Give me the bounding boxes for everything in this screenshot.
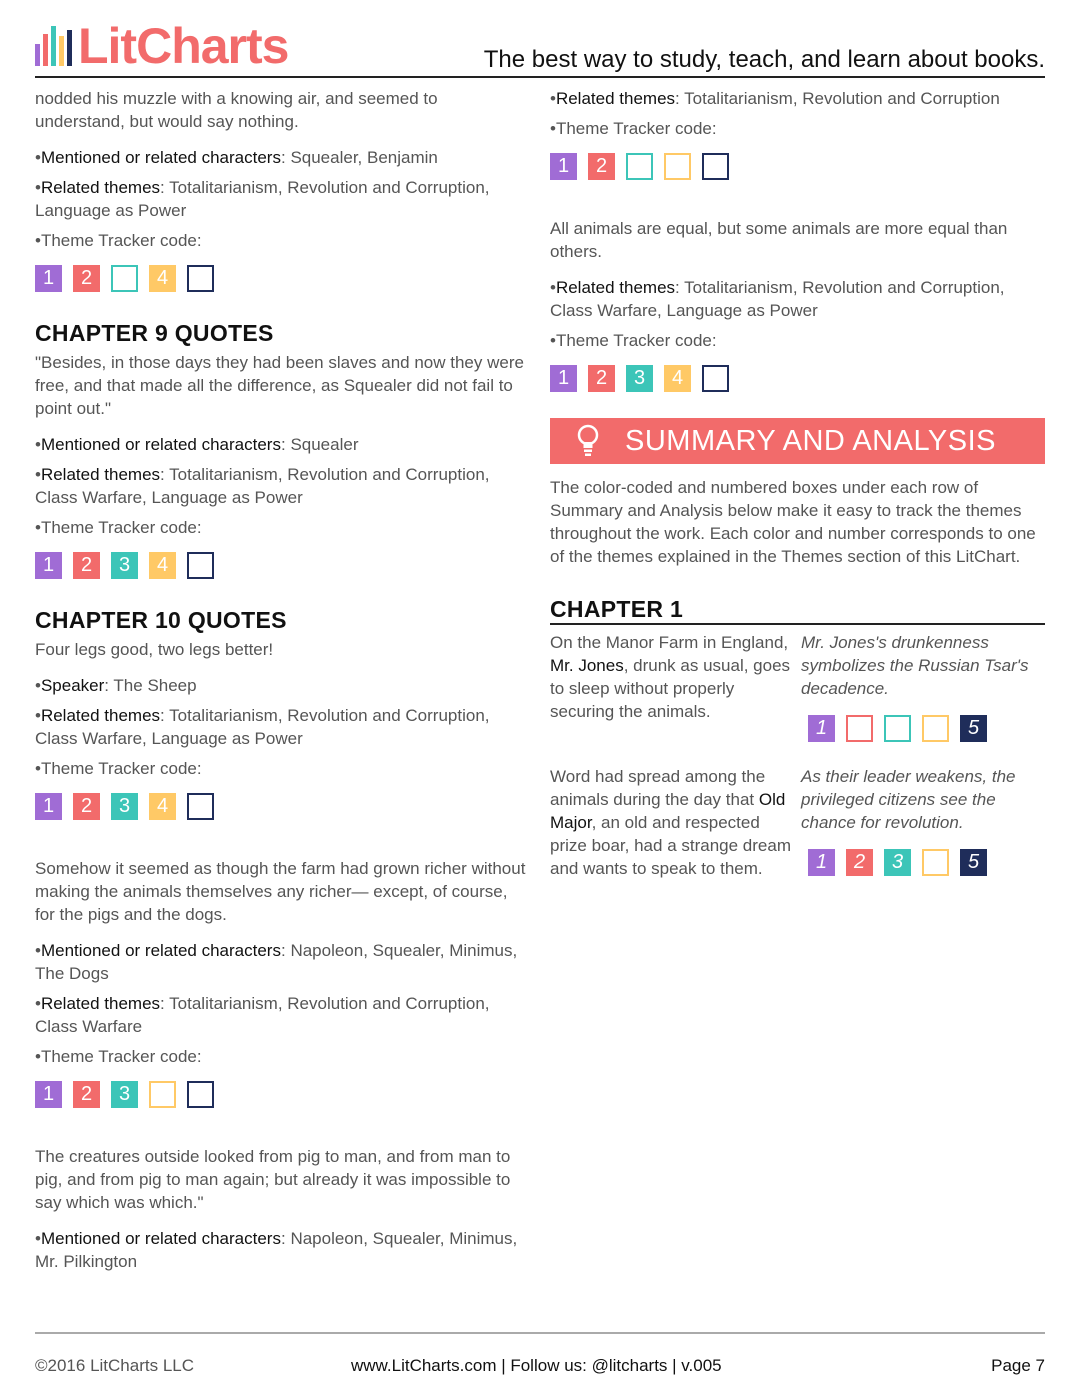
summary-analysis-title: SUMMARY AND ANALYSIS (625, 424, 997, 457)
tracker-label: •Theme Tracker code: (550, 331, 717, 350)
summary-row (550, 765, 1045, 880)
theme-box-3 (884, 715, 911, 742)
summary-text: On the Manor Farm in England, Mr. Jones, drunk as usual, goes to sleep without properly securing the animals. (550, 633, 791, 721)
quote-text: Somehow it seemed as though the farm had grown richer without making the animals themselves any richer— except, of course, for the pigs and the dogs. (35, 859, 526, 924)
theme-box-3: 3 (111, 1081, 138, 1108)
quote-text: Four legs good, two legs better! (35, 640, 274, 659)
theme-box-1: 1 (550, 153, 577, 180)
tracker-label: •Theme Tracker code: (550, 119, 717, 138)
summary-intro: The color-coded and numbered boxes under each row of Summary and Analysis below make it easy to track the themes throughout the work. Each color and number corresponds to one of the themes explained in the Themes section of this LitChart. (550, 478, 1036, 566)
themes-line: •Related themes: Totalitarianism, Revolution and Corruption, Class Warfare, Language as Power (35, 706, 490, 748)
lightbulb-icon (550, 424, 625, 458)
theme-box-2: 2 (73, 265, 100, 292)
chapter-1-heading: CHAPTER 1 (550, 595, 1045, 625)
quote-text: All animals are equal, but some animals are more equal than others. (550, 219, 1008, 261)
theme-tracker (35, 552, 530, 579)
themes-line: •Related themes: Totalitarianism, Revolution and Corruption, Class Warfare, Language as Power (35, 465, 490, 507)
left-column (35, 87, 530, 1273)
theme-box-1: 1 (35, 552, 62, 579)
themes-line: •Related themes: Totalitarianism, Revolution and Corruption, Class Warfare, Language as Power (550, 278, 1005, 320)
characters-line: •Mentioned or related characters: Napoleon, Squealer, Minimus, Mr. Pilkington (35, 1229, 518, 1271)
themes-line: •Related themes: Totalitarianism, Revolution and Corruption, Language as Power (35, 178, 490, 220)
theme-box-4 (922, 715, 949, 742)
theme-box-4 (149, 1081, 176, 1108)
summary-analysis-banner (550, 418, 1045, 464)
theme-box-2: 2 (588, 153, 615, 180)
quote-text: "Besides, in those days they had been slaves and now they were free, and that made all the difference, as Squealer did not fail to point out." (35, 353, 524, 418)
theme-box-2: 2 (846, 849, 873, 876)
summary-row (550, 631, 1045, 742)
theme-box-1: 1 (808, 849, 835, 876)
theme-tracker (35, 793, 530, 820)
theme-box-1: 1 (35, 1081, 62, 1108)
theme-box-3: 3 (111, 793, 138, 820)
tracker-label: •Theme Tracker code: (35, 759, 202, 778)
theme-box-5 (702, 153, 729, 180)
theme-box-4: 4 (149, 552, 176, 579)
theme-box-5 (187, 552, 214, 579)
theme-box-3: 3 (884, 849, 911, 876)
tagline: The best way to study, teach, and learn about books. (483, 46, 1045, 73)
theme-tracker (550, 153, 1045, 180)
theme-box-3 (111, 265, 138, 292)
theme-box-5 (187, 265, 214, 292)
theme-box-3 (626, 153, 653, 180)
themes-line: •Related themes: Totalitarianism, Revolution and Corruption (550, 89, 1000, 108)
theme-box-5 (187, 793, 214, 820)
right-column (550, 87, 1045, 880)
analysis-text: Mr. Jones's drunkenness symbolizes the Russian Tsar's decadence. (801, 633, 1029, 698)
page-number: Page 7 (991, 1356, 1045, 1375)
theme-box-2: 2 (588, 365, 615, 392)
litcharts-logo[interactable] (35, 20, 288, 72)
analysis-cell (801, 765, 1045, 880)
tracker-label: •Theme Tracker code: (35, 231, 202, 250)
theme-box-4 (664, 153, 691, 180)
chapter-10-heading: CHAPTER 10 QUOTES (35, 607, 287, 633)
page-footer (35, 1332, 1045, 1384)
bars-logo-icon (35, 22, 72, 66)
analysis-cell (801, 631, 1045, 742)
theme-box-1: 1 (550, 365, 577, 392)
theme-box-4: 4 (149, 793, 176, 820)
theme-tracker (808, 849, 1045, 876)
characters-line: •Mentioned or related characters: Squealer (35, 435, 359, 454)
copyright: ©2016 LitCharts LLC (35, 1356, 195, 1375)
theme-box-3: 3 (111, 552, 138, 579)
theme-box-5: 5 (960, 849, 987, 876)
tracker-label: •Theme Tracker code: (35, 1047, 202, 1066)
theme-tracker (808, 715, 1045, 742)
theme-tracker (550, 365, 1045, 392)
theme-tracker (35, 1081, 530, 1108)
themes-line: •Related themes: Totalitarianism, Revolution and Corruption, Class Warfare (35, 994, 490, 1036)
page-header (35, 14, 1045, 78)
characters-line: •Mentioned or related characters: Napoleon, Squealer, Minimus, The Dogs (35, 941, 518, 983)
theme-box-5 (187, 1081, 214, 1108)
tracker-label: •Theme Tracker code: (35, 518, 202, 537)
chapter-9-heading: CHAPTER 9 QUOTES (35, 320, 274, 346)
quote-text: The creatures outside looked from pig to man, and from man to pig, and from pig to man again; but already it was impossible to say which was which." (35, 1147, 511, 1212)
theme-box-1: 1 (808, 715, 835, 742)
theme-box-2: 2 (73, 793, 100, 820)
theme-box-4 (922, 849, 949, 876)
theme-box-5 (702, 365, 729, 392)
footer-links[interactable]: www.LitCharts.com | Follow us: @litcharts | v.005 (351, 1356, 722, 1375)
summary-text: Word had spread among the animals during the day that Old Major, an old and respected prize boar, had a strange dream and wants to speak to them. (550, 767, 791, 878)
theme-box-5: 5 (960, 715, 987, 742)
theme-box-4: 4 (149, 265, 176, 292)
theme-box-2: 2 (73, 1081, 100, 1108)
theme-box-1: 1 (35, 265, 62, 292)
theme-box-2: 2 (73, 552, 100, 579)
theme-tracker (35, 265, 530, 292)
characters-line: •Mentioned or related characters: Squealer, Benjamin (35, 148, 438, 167)
theme-box-2 (846, 715, 873, 742)
logo-text: LitCharts (78, 18, 289, 74)
quote-continuation: nodded his muzzle with a knowing air, and seemed to understand, but would say nothing. (35, 89, 438, 131)
theme-box-1: 1 (35, 793, 62, 820)
speaker-line: •Speaker: The Sheep (35, 676, 197, 695)
theme-box-3: 3 (626, 365, 653, 392)
analysis-text: As their leader weakens, the privileged citizens see the chance for revolution. (801, 767, 1016, 832)
theme-box-4: 4 (664, 365, 691, 392)
